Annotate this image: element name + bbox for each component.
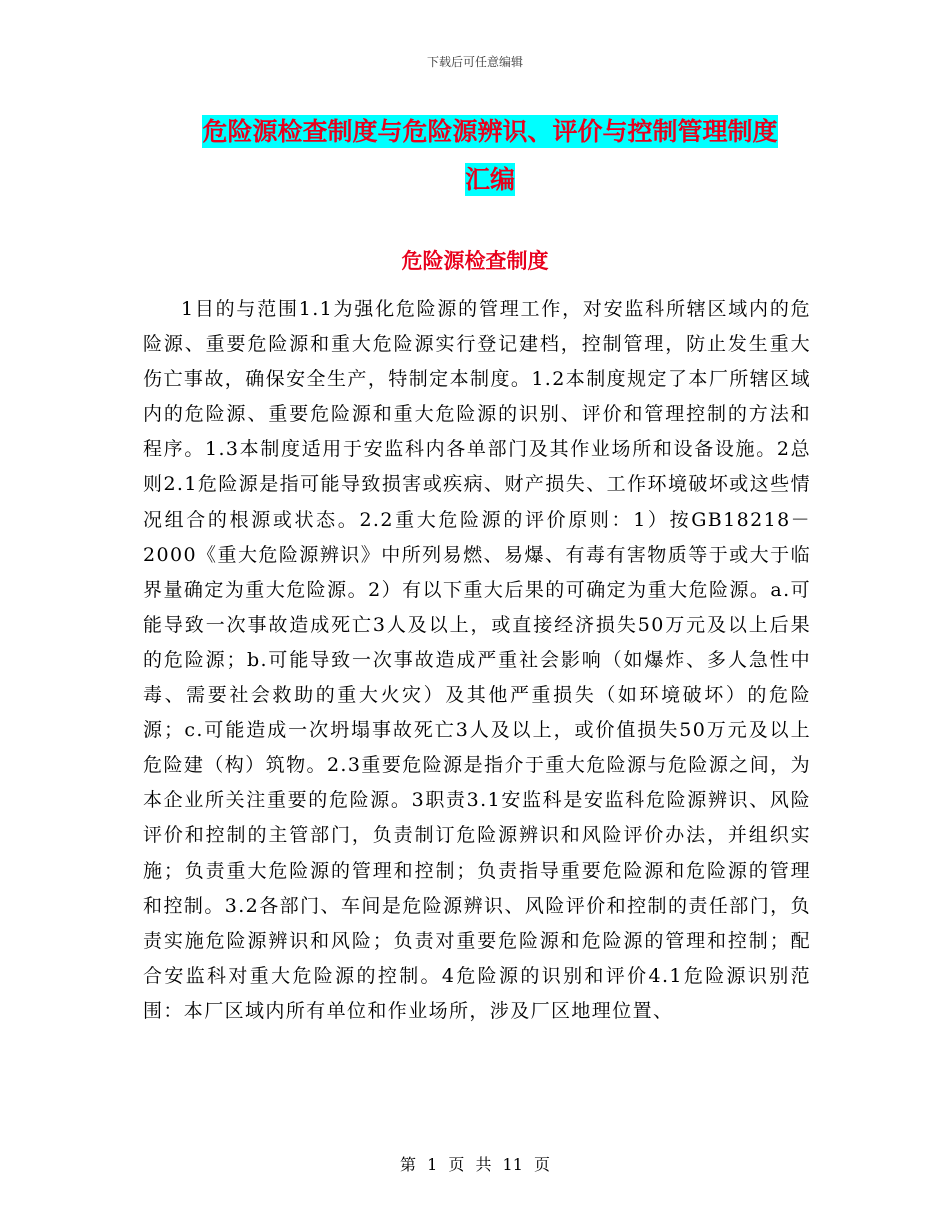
page-footer: 第 1 页 共 11 页 (400, 1155, 550, 1174)
document-title (140, 108, 840, 204)
section-title: 危险源检查制度 (401, 249, 549, 273)
body-paragraph: 1目的与范围1.1为强化危险源的管理工作，对安监科所辖区域内的危险源、重要危险源和重大危险源实行登记建档，控制管理，防止发生重大伤亡事故，确保安全生产，特制定本制度。1.2本制度规定了本厂所辖区域内的危险源、重要危险源和重大危险源的识别、评价和管理控制的方法和程序。1.3本制度适用于安监科内各单部门及其作业场所和设备设施。2总则2.1危险源是指可能导致损害或疾病、财产损失、工作环境破坏或这些情况组合的根源或状态。2.2重大危险源的评价原则：1）按GB18218－2000《重大危险源辨识》中所列易燃、易爆、有毒有害物质等于或大于临界量确定为重大危险源。2）有以下重大后果的可确定为重大危险源。a.可能导致一次事故造成死亡3人及以上，或直接经济损失50万元及以上后果的危险源；b.可能导致一次事故造成严重社会影响（如爆炸、多人急性中毒、需要社会救助的重大火灾）及其他严重损失（如环境破坏）的危险源；c.可能造成一次坍塌事故死亡3人及以上，或价值损失50万元及以上危险建（构）筑物。2.3重要危险源是指介于重大危险源与危险源之间，为本企业所关注重要的危险源。3职责3.1安监科是安监科危险源辨识、风险评价和控制的主管部门，负责制订危险源辨识和风险评价办法，并组织实施；负责重大危险源的管理和控制；负责指导重要危险源和危险源的管理和控制。3.2各部门、车间是危险源辨识、风险评价和控制的责任部门，负责实施危险源辨识和风险；负责对重要危险源和危险源的管理和控制；配合安监科对重大危险源的控制。4危险源的识别和评价4.1危险源识别范围：本厂区域内所有单位和作业场所，涉及厂区地理位置、 (143, 298, 812, 1022)
document-title-line-1: 危险源检查制度与危险源辨识、评价与控制管理制度 (202, 117, 778, 146)
document-title-line-2: 汇编 (464, 165, 515, 194)
page-header-note: 下载后可任意编辑 (426, 55, 523, 69)
